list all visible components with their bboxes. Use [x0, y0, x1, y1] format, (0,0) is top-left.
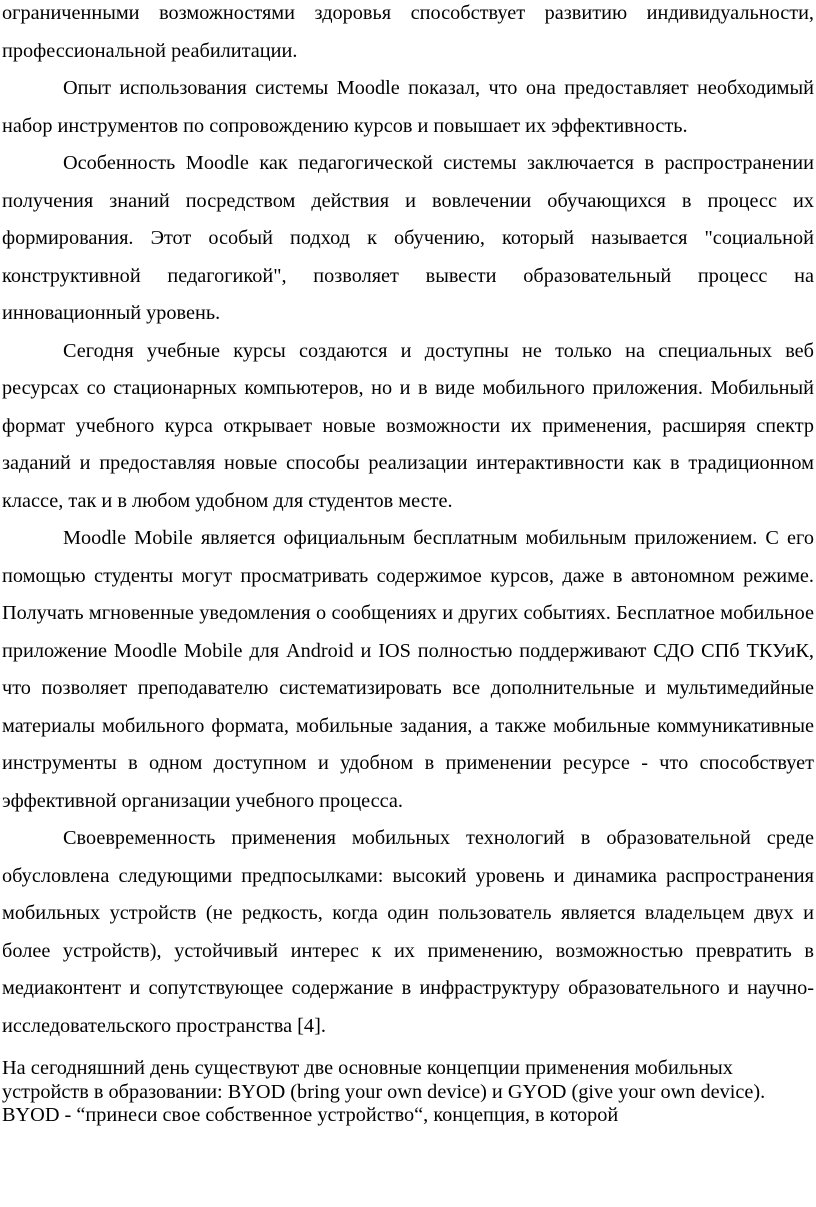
paragraph-moodle-mobile: Moodle Mobile является официальным бесплатным мобильным приложением. С его помощью студенты могут просматривать содержимое курсов, даже в автономном режиме. Получать мгновенные уведомления о сообщениях и других событиях. Бесплатное мобильное приложение Moodle Mobile для Android и IOS полностью поддерживают СДО СПб ТКУиК, что позволяет преподавателю систематизировать все дополнительные и мультимедийные материалы мобильного формата, мобильные задания, а также мобильные коммуникативные инструменты в одном доступном и удобном в применении ресурсе - что способствует эффективной организации учебного процесса.	[2, 527, 814, 812]
paragraph-mobile-technologies: Своевременность применения мобильных технологий в образовательной среде обусловлена следующими предпосылками: высокий уровень и динамика распространения мобильных устройств (не редкость, когда один пользователь является владельцем двух и более устройств), устойчивый интерес к их применению, возможностью превратить в медиаконтент и сопутствующее содержание в инфраструктуру образовательного и научно-исследовательского пространства [4].	[2, 827, 814, 1037]
paragraph-byod-gyod: На сегодняшний день существуют две основные концепции применения мобильных устройств в образовании: BYOD (bring your own device) и GYOD (give your own device). BYOD - “принеси свое собственное устройство“, концепция, в которой	[2, 1057, 766, 1126]
paragraph-moodle-experience: Опыт использования системы Moodle показал, что она предоставляет необходимый набор инструментов по сопровождению курсов и повышает их эффективность.	[2, 77, 814, 137]
paragraph-continuation: ограниченными возможностями здоровья способствует развитию индивидуальности, профессиональной реабилитации.	[2, 2, 814, 62]
paragraph-moodle-pedagogy: Особенность Moodle как педагогической системы заключается в распространении получения знаний посредством действия и вовлечении обучающихся в процесс их формирования. Этот особый подход к обучению, который называется "социальной конструктивной педагогикой", позволяет вывести образовательный процесс на инновационный уровень.	[2, 152, 814, 324]
paragraph-mobile-courses: Сегодня учебные курсы создаются и доступны не только на специальных веб ресурсах со стационарных компьютеров, но и в виде мобильного приложения. Мобильный формат учебного курса открывает новые возможности их применения, расширяя спектр заданий и предоставляя новые способы реализации интерактивности как в традиционном классе, так и в любом удобном для студентов месте.	[2, 339, 814, 512]
